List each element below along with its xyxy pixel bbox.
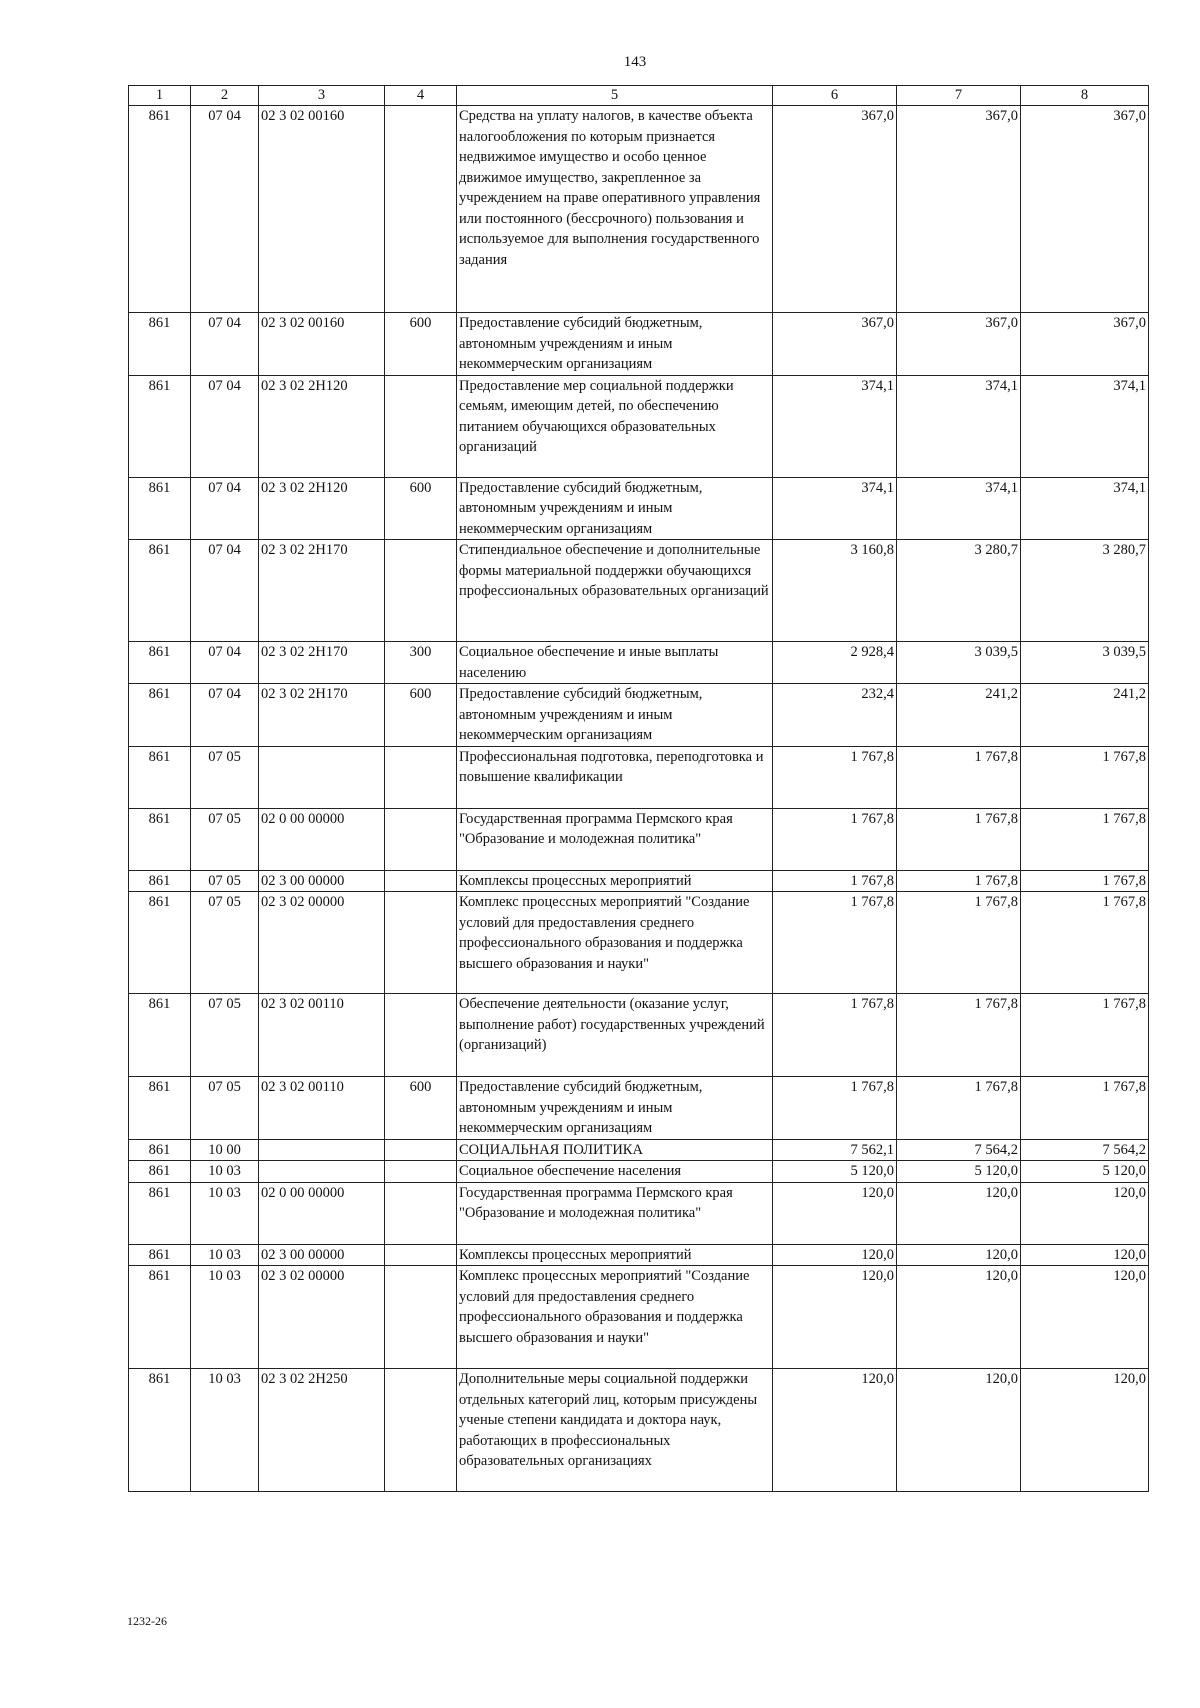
table-row	[129, 1077, 1149, 1140]
amount-col7-cell: 3 280,7	[897, 540, 1021, 642]
amount-col7-cell: 120,0	[897, 1182, 1021, 1244]
admin-code-cell: 861	[129, 808, 191, 870]
amount-col8-cell: 374,1	[1021, 375, 1149, 477]
amount-col6-cell: 120,0	[773, 1182, 897, 1244]
target-article-cell: 02 3 02 2Н170	[259, 540, 385, 642]
target-article-cell: 02 3 02 2Н170	[259, 684, 385, 747]
target-article-cell: 02 3 02 00160	[259, 313, 385, 376]
amount-col8-cell: 3 039,5	[1021, 642, 1149, 684]
expense-type-cell	[385, 540, 457, 642]
amount-col6-cell: 367,0	[773, 313, 897, 376]
table-row	[129, 1266, 1149, 1369]
expense-type-cell	[385, 994, 457, 1077]
expense-type-cell: 600	[385, 313, 457, 376]
amount-col7-cell: 1 767,8	[897, 808, 1021, 870]
target-article-cell: 02 3 02 00000	[259, 1266, 385, 1369]
expense-type-cell	[385, 892, 457, 994]
target-article-cell: 02 3 02 00160	[259, 106, 385, 313]
section-code-cell: 10 03	[191, 1161, 259, 1183]
expense-type-cell: 600	[385, 684, 457, 747]
amount-col8-cell: 367,0	[1021, 313, 1149, 376]
amount-col6-cell: 374,1	[773, 375, 897, 477]
expense-type-cell	[385, 1161, 457, 1183]
admin-code-cell: 861	[129, 892, 191, 994]
column-header: 1	[129, 86, 191, 106]
amount-col6-cell: 1 767,8	[773, 1077, 897, 1140]
expense-type-cell	[385, 1244, 457, 1266]
amount-col6-cell: 367,0	[773, 106, 897, 313]
description-cell: Стипендиальное обеспечение и дополнительные формы материальной поддержки обучающихся профессиональных образовательных организаций	[457, 540, 773, 642]
amount-col6-cell: 374,1	[773, 477, 897, 540]
expense-type-cell: 600	[385, 1077, 457, 1140]
description-cell: Социальное обеспечение и иные выплаты населению	[457, 642, 773, 684]
amount-col8-cell: 241,2	[1021, 684, 1149, 747]
section-code-cell: 07 05	[191, 746, 259, 808]
description-cell: Профессиональная подготовка, переподготовка и повышение квалификации	[457, 746, 773, 808]
amount-col6-cell: 1 767,8	[773, 808, 897, 870]
table-row	[129, 684, 1149, 747]
admin-code-cell: 861	[129, 1161, 191, 1183]
expense-type-cell	[385, 1139, 457, 1161]
admin-code-cell: 861	[129, 106, 191, 313]
column-header: 3	[259, 86, 385, 106]
amount-col8-cell: 1 767,8	[1021, 892, 1149, 994]
amount-col8-cell: 1 767,8	[1021, 994, 1149, 1077]
amount-col6-cell: 232,4	[773, 684, 897, 747]
section-code-cell: 10 03	[191, 1369, 259, 1492]
admin-code-cell: 861	[129, 1182, 191, 1244]
amount-col7-cell: 120,0	[897, 1266, 1021, 1369]
expense-type-cell: 600	[385, 477, 457, 540]
amount-col6-cell: 5 120,0	[773, 1161, 897, 1183]
amount-col8-cell: 7 564,2	[1021, 1139, 1149, 1161]
admin-code-cell: 861	[129, 313, 191, 376]
document-code: 1232-26	[127, 1614, 167, 1628]
admin-code-cell: 861	[129, 1139, 191, 1161]
admin-code-cell: 861	[129, 1266, 191, 1369]
expense-type-cell	[385, 808, 457, 870]
admin-code-cell: 861	[129, 477, 191, 540]
section-code-cell: 10 03	[191, 1244, 259, 1266]
amount-col7-cell: 367,0	[897, 313, 1021, 376]
amount-col7-cell: 120,0	[897, 1369, 1021, 1492]
table-row	[129, 1161, 1149, 1183]
amount-col8-cell: 1 767,8	[1021, 808, 1149, 870]
amount-col7-cell: 120,0	[897, 1244, 1021, 1266]
target-article-cell: 02 3 02 2Н120	[259, 375, 385, 477]
column-header: 2	[191, 86, 259, 106]
target-article-cell	[259, 746, 385, 808]
target-article-cell: 02 3 02 00110	[259, 994, 385, 1077]
section-code-cell: 07 05	[191, 994, 259, 1077]
description-cell: Социальное обеспечение населения	[457, 1161, 773, 1183]
amount-col8-cell: 120,0	[1021, 1182, 1149, 1244]
target-article-cell	[259, 1139, 385, 1161]
admin-code-cell: 861	[129, 1369, 191, 1492]
table-row	[129, 313, 1149, 376]
page-number: 143	[623, 54, 647, 70]
description-cell: Государственная программа Пермского края "Образование и молодежная политика"	[457, 1182, 773, 1244]
amount-col8-cell: 1 767,8	[1021, 870, 1149, 892]
section-code-cell: 10 03	[191, 1266, 259, 1369]
table-row	[129, 1182, 1149, 1244]
table-row	[129, 1244, 1149, 1266]
admin-code-cell: 861	[129, 1244, 191, 1266]
description-cell: Обеспечение деятельности (оказание услуг, выполнение работ) государственных учреждений (организаций)	[457, 994, 773, 1077]
expense-type-cell	[385, 1369, 457, 1492]
amount-col6-cell: 2 928,4	[773, 642, 897, 684]
table-row	[129, 375, 1149, 477]
header-row	[129, 86, 1149, 106]
column-header: 6	[773, 86, 897, 106]
amount-col8-cell: 120,0	[1021, 1369, 1149, 1492]
description-cell: Предоставление субсидий бюджетным, автономным учреждениям и иным некоммерческим организациям	[457, 477, 773, 540]
description-cell: Дополнительные меры социальной поддержки отдельных категорий лиц, которым присуждены ученые степени кандидата и доктора наук, работающих в профессиональных образовательных организациях	[457, 1369, 773, 1492]
section-code-cell: 07 04	[191, 540, 259, 642]
target-article-cell: 02 3 02 2Н120	[259, 477, 385, 540]
description-cell: Комплекс процессных мероприятий "Создание условий для предоставления среднего профессионального образования и поддержка высшего образования и науки"	[457, 892, 773, 994]
table-row	[129, 477, 1149, 540]
amount-col7-cell: 1 767,8	[897, 892, 1021, 994]
amount-col6-cell: 120,0	[773, 1266, 897, 1369]
amount-col8-cell: 1 767,8	[1021, 746, 1149, 808]
target-article-cell: 02 0 00 00000	[259, 808, 385, 870]
column-header: 5	[457, 86, 773, 106]
section-code-cell: 07 04	[191, 313, 259, 376]
table-row	[129, 540, 1149, 642]
amount-col6-cell: 1 767,8	[773, 870, 897, 892]
section-code-cell: 07 04	[191, 477, 259, 540]
expense-type-cell	[385, 870, 457, 892]
column-header: 7	[897, 86, 1021, 106]
amount-col8-cell: 367,0	[1021, 106, 1149, 313]
target-article-cell: 02 3 02 00110	[259, 1077, 385, 1140]
target-article-cell: 02 0 00 00000	[259, 1182, 385, 1244]
section-code-cell: 07 04	[191, 642, 259, 684]
section-code-cell: 07 05	[191, 870, 259, 892]
admin-code-cell: 861	[129, 994, 191, 1077]
description-cell: Предоставление мер социальной поддержки семьям, имеющим детей, по обеспечению питанием обучающихся образовательных организаций	[457, 375, 773, 477]
amount-col6-cell: 7 562,1	[773, 1139, 897, 1161]
table-row	[129, 892, 1149, 994]
amount-col7-cell: 374,1	[897, 375, 1021, 477]
target-article-cell: 02 3 02 2Н170	[259, 642, 385, 684]
budget-table-container	[128, 85, 1148, 1492]
admin-code-cell: 861	[129, 870, 191, 892]
table-row	[129, 808, 1149, 870]
description-cell: Средства на уплату налогов, в качестве объекта налогообложения по которым признается недвижимое имущество и особо ценное движимое имущество, закрепленное за учреждением на праве оперативного управления или постоянного (бессрочного) пользования и используемое для выполнения государственного задания	[457, 106, 773, 313]
admin-code-cell: 861	[129, 684, 191, 747]
admin-code-cell: 861	[129, 540, 191, 642]
column-header: 8	[1021, 86, 1149, 106]
target-article-cell: 02 3 00 00000	[259, 1244, 385, 1266]
description-cell: Предоставление субсидий бюджетным, автономным учреждениям и иным некоммерческим организациям	[457, 1077, 773, 1140]
section-code-cell: 10 03	[191, 1182, 259, 1244]
budget-table	[128, 85, 1149, 1492]
description-cell: Комплексы процессных мероприятий	[457, 1244, 773, 1266]
description-cell: Комплекс процессных мероприятий "Создание условий для предоставления среднего профессионального образования и поддержка высшего образования и науки"	[457, 1266, 773, 1369]
admin-code-cell: 861	[129, 746, 191, 808]
amount-col6-cell: 1 767,8	[773, 746, 897, 808]
amount-col8-cell: 374,1	[1021, 477, 1149, 540]
amount-col8-cell: 1 767,8	[1021, 1077, 1149, 1140]
amount-col7-cell: 1 767,8	[897, 1077, 1021, 1140]
amount-col7-cell: 5 120,0	[897, 1161, 1021, 1183]
target-article-cell	[259, 1161, 385, 1183]
amount-col7-cell: 241,2	[897, 684, 1021, 747]
amount-col7-cell: 3 039,5	[897, 642, 1021, 684]
amount-col8-cell: 3 280,7	[1021, 540, 1149, 642]
expense-type-cell	[385, 375, 457, 477]
table-row	[129, 1369, 1149, 1492]
target-article-cell: 02 3 02 00000	[259, 892, 385, 994]
amount-col8-cell: 120,0	[1021, 1266, 1149, 1369]
table-body	[129, 106, 1149, 1492]
expense-type-cell: 300	[385, 642, 457, 684]
amount-col6-cell: 1 767,8	[773, 892, 897, 994]
table-row	[129, 106, 1149, 313]
description-cell: Комплексы процессных мероприятий	[457, 870, 773, 892]
amount-col6-cell: 120,0	[773, 1244, 897, 1266]
section-code-cell: 10 00	[191, 1139, 259, 1161]
target-article-cell: 02 3 00 00000	[259, 870, 385, 892]
admin-code-cell: 861	[129, 375, 191, 477]
table-row	[129, 994, 1149, 1077]
target-article-cell: 02 3 02 2Н250	[259, 1369, 385, 1492]
amount-col7-cell: 1 767,8	[897, 994, 1021, 1077]
amount-col8-cell: 120,0	[1021, 1244, 1149, 1266]
amount-col6-cell: 120,0	[773, 1369, 897, 1492]
section-code-cell: 07 05	[191, 808, 259, 870]
admin-code-cell: 861	[129, 1077, 191, 1140]
table-row	[129, 746, 1149, 808]
section-code-cell: 07 04	[191, 106, 259, 313]
column-header: 4	[385, 86, 457, 106]
expense-type-cell	[385, 746, 457, 808]
description-cell: Предоставление субсидий бюджетным, автономным учреждениям и иным некоммерческим организациям	[457, 684, 773, 747]
table-row	[129, 870, 1149, 892]
amount-col7-cell: 1 767,8	[897, 746, 1021, 808]
amount-col6-cell: 1 767,8	[773, 994, 897, 1077]
amount-col6-cell: 3 160,8	[773, 540, 897, 642]
section-code-cell: 07 05	[191, 1077, 259, 1140]
description-cell: Предоставление субсидий бюджетным, автономным учреждениям и иным некоммерческим организациям	[457, 313, 773, 376]
expense-type-cell	[385, 1182, 457, 1244]
table-row	[129, 642, 1149, 684]
section-code-cell: 07 05	[191, 892, 259, 994]
description-cell: Государственная программа Пермского края "Образование и молодежная политика"	[457, 808, 773, 870]
expense-type-cell	[385, 1266, 457, 1369]
amount-col7-cell: 374,1	[897, 477, 1021, 540]
section-code-cell: 07 04	[191, 375, 259, 477]
amount-col7-cell: 7 564,2	[897, 1139, 1021, 1161]
admin-code-cell: 861	[129, 642, 191, 684]
amount-col8-cell: 5 120,0	[1021, 1161, 1149, 1183]
description-cell: СОЦИАЛЬНАЯ ПОЛИТИКА	[457, 1139, 773, 1161]
expense-type-cell	[385, 106, 457, 313]
table-row	[129, 1139, 1149, 1161]
section-code-cell: 07 04	[191, 684, 259, 747]
amount-col7-cell: 1 767,8	[897, 870, 1021, 892]
amount-col7-cell: 367,0	[897, 106, 1021, 313]
